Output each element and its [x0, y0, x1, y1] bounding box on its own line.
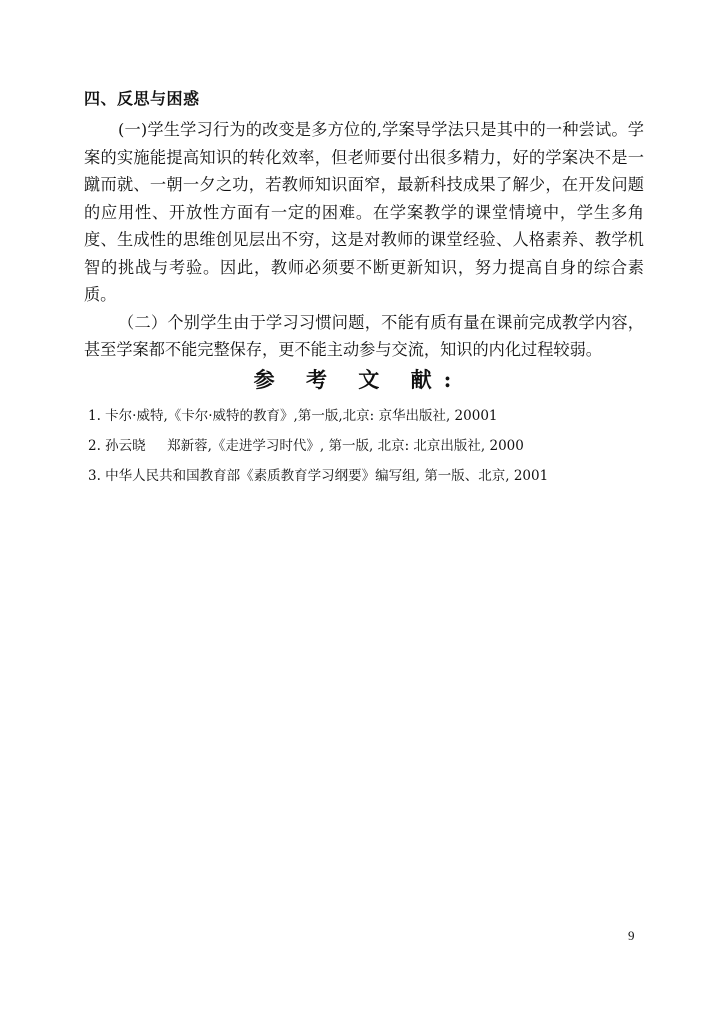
section-heading: 四、反思与困惑 — [84, 89, 200, 108]
page-number: 9 — [628, 928, 635, 943]
paragraph-2: （二）个别学生由于学习习惯问题，不能有质有量在课前完成教学内容，甚至学案都不能完整保存，更不能主动参与交流，知识的内化过程较弱。 — [84, 312, 644, 359]
reference-item-1: 1. 卡尔·威特,《卡尔·威特的教育》,第一版,北京: 京华出版社, 20001 — [88, 408, 498, 424]
references-heading: 参 考 文 献: — [253, 367, 464, 392]
body-text — [84, 116, 644, 364]
reference-item-2: 2. 孙云晓 郑新蓉,《走进学习时代》, 第一版, 北京: 北京出版社, 2000 — [88, 438, 524, 454]
paragraph-1: (一)学生学习行为的改变是多方位的,学案导学法只是其中的一种尝试。学案的实施能提高知识的转化效率，但老师要付出很多精力，好的学案决不是一蹴而就、一朝一夕之功，若教师知识面窄，最新科技成果了解少，在开发问题的应用性、开放性方面有一定的困难。在学案教学的课堂情境中，学生多角度、生成性的思维创见层出不穷，这是对教师的课堂经验、人格素养、教学机智的挑战与考验。因此，教师必须要不断更新知识，努力提高自身的综合素质。 — [84, 120, 644, 304]
reference-item-3: 3. 中华人民共和国教育部《素质教育学习纲要》编写组, 第一版、北京, 2001 — [88, 468, 549, 484]
references-list — [88, 408, 648, 498]
